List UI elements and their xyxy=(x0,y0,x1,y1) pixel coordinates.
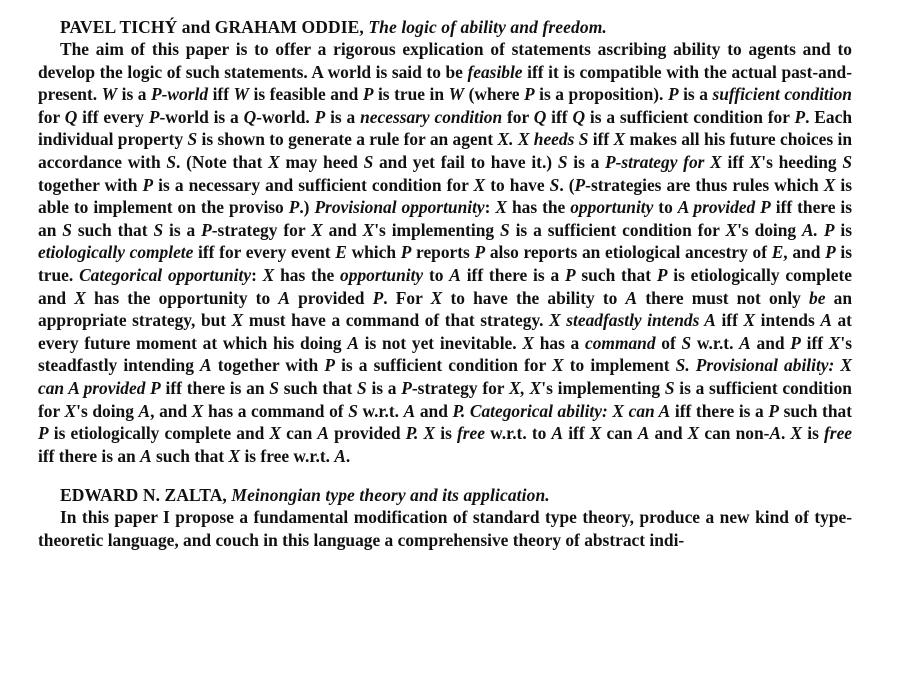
italic-term: Q xyxy=(533,106,547,127)
abstract-body: The aim of this paper is to offer a rigorous explication of statements ascribing ability to agents and to develop the logic of such statements. A world is said to be feasible iff it is compatible with the actual past-and-present. W is a P-world iff W is feasible and P is true in W (where P is a proposition). P is a sufficient condition for Q iff every P-world is a Q-world. P is a necessary condition for Q iff Q is a sufficient condition for P. Each individual property S is shown to generate a rule for an agent X. X heeds S iff X makes all his future choices in accordance with S. (Note that X may heed S and yet fail to have it.) S is a P-strategy for X iff X's heeding S together with P is a necessary and sufficient condition for X to have S. (P-strategies are thus rules which X is able to implement on the proviso P.) Provisional opportunity: X has the opportunity to A provided P iff there is an S such that S is a P-strategy for X and X's implementing S is a sufficient condition for X's doing A. P is etiologically complete iff for every event E which P reports P also reports an etiological ancestry of E, and P is true. Categorical opportunity: X has the opportunity to A iff there is a P such that P is etiologically complete and X has the opportunity to A provided P. For X to have the ability to A there must not only be an appropriate strategy, but X must have a command of that strategy. X steadfastly intends A iff X intends A at every future moment at which his doing A is not yet inevitable. X has a command of S w.r.t. A and P iff X's steadfastly intending A together with P is a sufficient condition for X to implement S. Provisional ability: X can A provided P iff there is an S such that S is a P-strategy for X, X's implementing S is a sufficient condition for X's doing A, and X has a command of S w.r.t. A and P. Categorical ability: X can A iff there is a P such that P is etiologically complete and X can A provided P. X is free w.r.t. to A iff X can A and X can non-A. X is free iff there is an A such that X is free w.r.t. A. xyxy=(38,39,853,466)
italic-term: X xyxy=(228,445,241,466)
italic-term: S xyxy=(549,174,560,195)
italic-term: A xyxy=(551,423,564,444)
italic-term: S. Provisional ability: X can A provided P xyxy=(38,355,852,398)
italic-term: sufficient condition xyxy=(712,84,852,105)
italic-term: X xyxy=(749,151,762,172)
italic-term: X xyxy=(262,264,275,285)
italic-term: X xyxy=(725,219,738,240)
italic-term: P xyxy=(524,84,535,105)
italic-term: P xyxy=(142,174,154,195)
italic-term: P xyxy=(362,84,374,105)
italic-term: P xyxy=(667,84,679,105)
italic-term: P. X xyxy=(405,423,436,444)
italic-term: E xyxy=(335,242,347,263)
italic-term: P xyxy=(148,106,160,127)
italic-term: X xyxy=(552,355,564,376)
italic-term: A provided P xyxy=(677,197,771,218)
abstract-tichy-oddie xyxy=(38,16,852,467)
italic-term: A xyxy=(403,400,416,421)
italic-term: A. P xyxy=(802,219,835,240)
italic-term: X xyxy=(362,219,375,240)
italic-term: X xyxy=(522,332,534,353)
italic-term: X xyxy=(589,423,602,444)
italic-term: X xyxy=(191,400,204,421)
abstract-title: Meinongian type theory and its application. xyxy=(231,485,550,506)
italic-term: W xyxy=(101,84,118,105)
italic-term: P xyxy=(794,106,806,127)
italic-term: P xyxy=(324,355,335,376)
italic-term: Q xyxy=(243,106,257,127)
italic-term: P xyxy=(564,264,576,285)
italic-term: P xyxy=(38,423,49,444)
italic-term: S xyxy=(363,151,374,172)
italic-term: S xyxy=(842,151,852,172)
italic-term: opportunity xyxy=(340,264,424,285)
italic-term: P xyxy=(790,332,801,353)
italic-term: X xyxy=(687,423,700,444)
italic-term: P xyxy=(474,242,486,263)
italic-term: X xyxy=(495,197,508,218)
italic-term: A xyxy=(820,310,832,331)
italic-term: X, X xyxy=(508,377,542,398)
italic-term: S xyxy=(187,129,198,150)
italic-term: etiologically complete xyxy=(38,242,194,263)
italic-term: A xyxy=(449,264,461,285)
italic-term: A xyxy=(769,423,782,444)
italic-term: S xyxy=(166,151,177,172)
italic-term: Q xyxy=(64,106,78,127)
italic-term: X xyxy=(473,174,486,195)
italic-term: X xyxy=(74,287,86,308)
italic-term: P xyxy=(400,242,412,263)
italic-term: P xyxy=(825,242,836,263)
italic-term: W xyxy=(233,84,249,105)
italic-term: X xyxy=(823,174,836,195)
italic-term: X xyxy=(64,400,77,421)
italic-term: P xyxy=(574,174,586,195)
italic-term: W xyxy=(448,84,465,105)
italic-term: X. X heeds S xyxy=(497,129,589,150)
italic-term: S xyxy=(348,400,358,421)
italic-term: free xyxy=(824,423,853,444)
italic-term: A xyxy=(317,423,330,444)
italic-term: S xyxy=(269,377,279,398)
italic-term: P xyxy=(401,377,412,398)
italic-term: X xyxy=(269,423,282,444)
italic-term: S xyxy=(557,151,568,172)
italic-term: Categorical opportunity xyxy=(79,264,252,285)
italic-term: S xyxy=(500,219,510,240)
abstract-author: PAVEL TICHÝ and GRAHAM ODDIE, xyxy=(60,17,364,37)
italic-term: A xyxy=(140,445,152,466)
italic-term: necessary condition xyxy=(360,106,503,127)
italic-term: X xyxy=(430,287,443,308)
abstract-body: In this paper I propose a fundamental modification of standard type theory, produce a new kind of type-theoretic language, and couch in this language a comprehensive theory of abstract indi- xyxy=(38,507,852,550)
italic-term: P xyxy=(314,106,326,127)
italic-term: be xyxy=(809,287,826,308)
italic-term: S xyxy=(357,377,367,398)
italic-term: S xyxy=(62,219,72,240)
abstract-title: The logic of ability and freedom. xyxy=(368,17,607,37)
italic-term: X xyxy=(613,129,626,150)
italic-term: P xyxy=(288,197,300,218)
italic-term: X xyxy=(743,310,756,331)
italic-term: S xyxy=(664,377,675,398)
abstract-author: EDWARD N. ZALTA, xyxy=(60,485,227,506)
italic-term: A xyxy=(138,400,151,421)
italic-term: A xyxy=(334,445,346,466)
italic-term: Q xyxy=(572,106,586,127)
abstract-zalta xyxy=(38,484,852,551)
italic-term: P-world xyxy=(151,84,209,105)
italic-term: Provisional opportunity xyxy=(314,197,485,218)
italic-term: P-strategy for X xyxy=(605,151,722,172)
journal-page xyxy=(38,16,852,551)
italic-term: X xyxy=(268,151,280,172)
italic-term: E xyxy=(771,242,784,263)
italic-term: command xyxy=(585,332,656,353)
italic-term: A xyxy=(637,423,650,444)
italic-term: S xyxy=(681,332,692,353)
italic-term: P xyxy=(656,264,668,285)
italic-term: P xyxy=(372,287,384,308)
italic-term: A xyxy=(200,355,212,376)
italic-term: A xyxy=(347,332,359,353)
italic-term: P xyxy=(201,219,212,240)
abstract-heading xyxy=(60,16,852,38)
italic-term: A xyxy=(278,287,290,308)
italic-term: P xyxy=(768,400,779,421)
abstract-heading xyxy=(60,484,852,506)
italic-term: free xyxy=(457,423,485,444)
italic-term: P. Categorical ability: X can A xyxy=(452,400,671,421)
italic-term: opportunity xyxy=(570,197,654,218)
italic-term: A xyxy=(739,332,751,353)
italic-term: X xyxy=(828,332,841,353)
italic-term: X xyxy=(790,423,803,444)
italic-term: A xyxy=(625,287,638,308)
italic-term: feasible xyxy=(467,61,523,82)
italic-term: X steadfastly intends A xyxy=(549,310,716,331)
italic-term: X xyxy=(311,219,323,240)
italic-term: S xyxy=(153,219,164,240)
italic-term: X xyxy=(231,310,244,331)
